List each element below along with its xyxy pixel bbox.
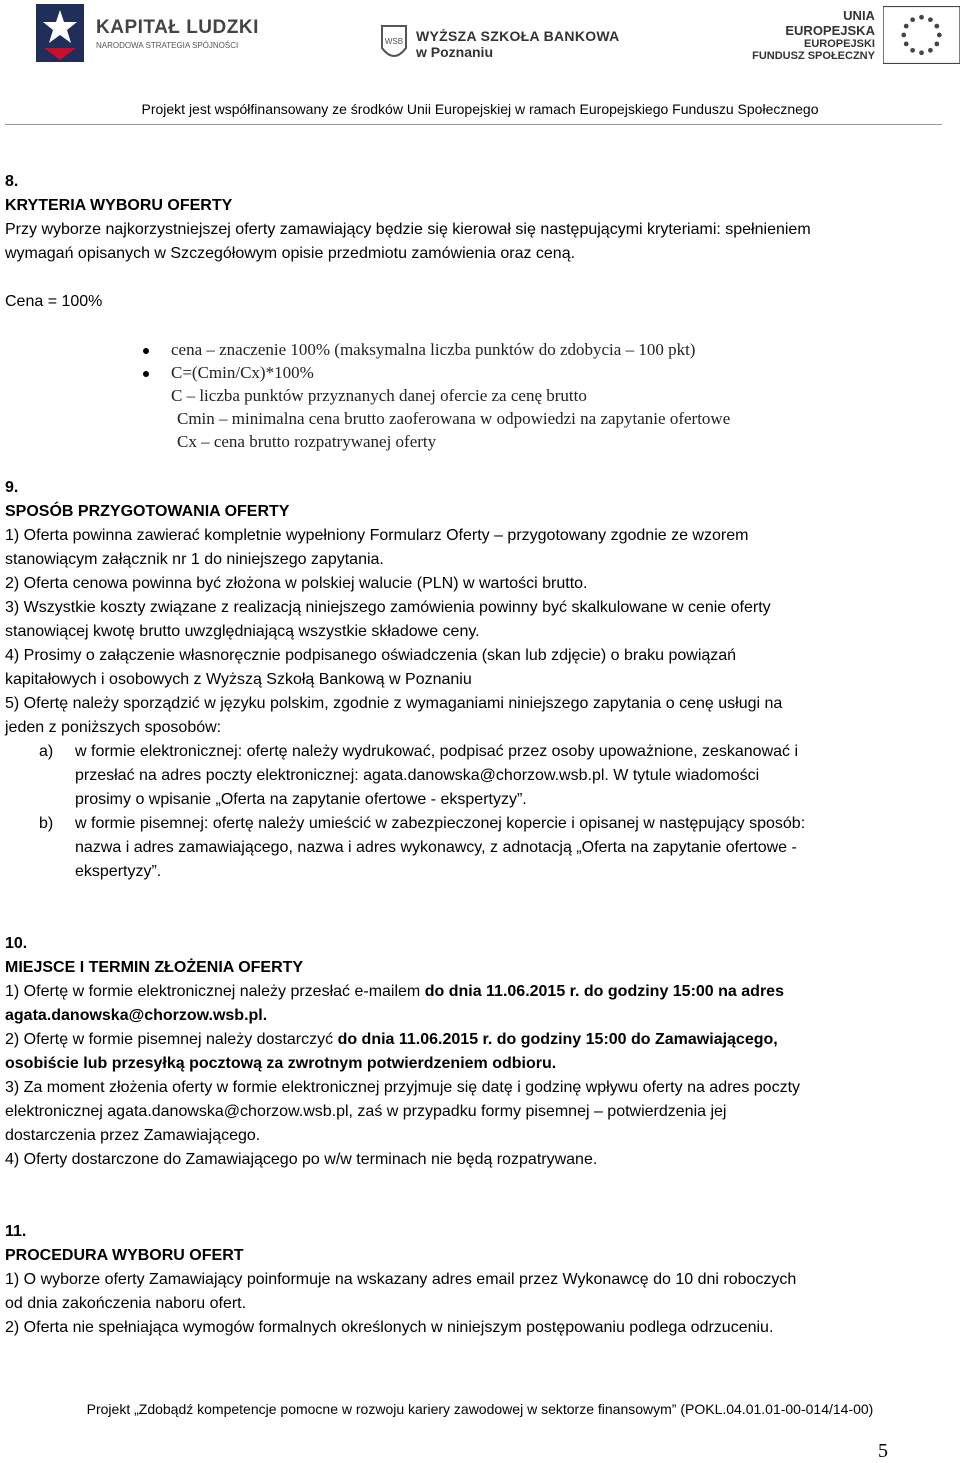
section-9-line-5: stanowiącej kwotę brutto uwzględniającą wszystkie składowe ceny. [5, 623, 480, 640]
section-10-line-3 [5, 1030, 778, 1050]
paper-deadline: do dnia 11.06.2015 r. do godziny 15:00 do Zamawiającego, [337, 1031, 778, 1048]
section-10-line-1 [5, 982, 784, 1002]
section-9-line-3: 2) Oferta cenowa powinna być złożona w polskiej walucie (PLN) w wartości brutto. [5, 575, 588, 592]
option-a-line-1: w formie elektronicznej: ofertę należy wydrukować, podpisać przez osoby upoważnione, zeskanować i [75, 743, 799, 760]
section-9-line-1: 1) Oferta powinna zawierać kompletnie wypełniony Formularz Oferty – przygotowany zgodnie ze wzorem [5, 527, 749, 544]
section-9-line-2: stanowiącym załącznik nr 1 do niniejszego zapytania. [5, 551, 384, 568]
submission-email: agata.danowska@chorzow.wsb.pl. [5, 1007, 268, 1024]
kapital-ludzki-title: KAPITAŁ LUDZKI [96, 16, 259, 38]
section-10-number: 10. [5, 935, 28, 952]
section-10-line-8: 4) Oferty dostarczone do Zamawiającego po w/w terminach nie będą rozpatrywane. [5, 1151, 598, 1168]
eu-flag-icon [883, 6, 960, 64]
section-9-line-8: 5) Ofertę należy sporządzić w języku polskim, zgodnie z wymaganiami niniejszego zapytania o cenę usługi na [5, 695, 783, 712]
project-footer: Projekt „Zdobądź kompetencje pomocne w rozwoju kariery zawodowej w sektorze finansowym” (POKL.04.01.01-00-014/14-00) [86, 1401, 874, 1417]
section-10-line-6: elektronicznej agata.danowska@chorzow.wsb.pl, zaś w przypadku formy pisemnej – potwierdzenia jej [5, 1103, 727, 1120]
wsb-crest-icon [380, 24, 408, 64]
section-9-line-6: 4) Prosimy o załączenie własnoręcznie podpisanego oświadczenia (skan lub zdjęcie) o braku powiązań [5, 647, 737, 664]
option-b-line-1: w formie pisemnej: ofertę należy umieścić w zabezpieczonej kopercie i opisanej w następujący sposób: [75, 815, 806, 832]
header-divider [5, 124, 942, 125]
electronic-deadline: do dnia 11.06.2015 r. do godziny 15:00 na adres [424, 983, 784, 1000]
kapital-ludzki-subtitle: NARODOWA STRATEGIA SPÓJNOŚCI [96, 40, 239, 50]
section-8-paragraph-line-2: wymagań opisanych w Szczegółowym opisie przedmiotu zamówienia oraz ceną. [5, 245, 576, 262]
formula-legend-c: C – liczba punktów przyznanych danej ofercie za cenę brutto [171, 386, 587, 405]
eu-logo [752, 6, 960, 64]
formula-legend-cmin: Cmin – minimalna cena brutto zaoferowana w odpowiedzi na zapytanie ofertowe [177, 409, 731, 428]
option-b-line-3: ekspertyzy”. [75, 863, 162, 880]
section-8-paragraph-line-1: Przy wyborze najkorzystniejszej oferty zamawiający będzie się kierował się następującymi kryteriami: spełnieniem [5, 221, 811, 238]
section-11-number: 11. [5, 1223, 27, 1240]
price-weight: Cena = 100% [5, 293, 103, 310]
option-a-line-2: przesłać na adres poczty elektronicznej: agata.danowska@chorzow.wsb.pl. W tytule wiadomości [75, 767, 760, 784]
section-11-line-3: 2) Oferta nie spełniająca wymogów formalnych określonych w niniejszym postępowaniu podlega odrzuceniu. [5, 1319, 774, 1336]
wsb-crest-label: WSB [384, 37, 404, 46]
bullet-dot-icon [143, 348, 149, 354]
electronic-submission-text: 1) Ofertę w formie elektronicznej należy przesłać e-mailem [5, 983, 425, 1000]
wsb-subtitle: w Poznaniu [416, 44, 493, 60]
criteria-bullet-2: C=(Cmin/Cx)*100% [171, 363, 314, 382]
section-9-title: SPOSÓB PRZYGOTOWANIA OFERTY [5, 503, 290, 520]
section-9-number: 9. [5, 479, 19, 496]
section-8-number: 8. [5, 173, 19, 190]
criteria-bullet-1: cena – znaczenie 100% (maksymalna liczba punktów do zdobycia – 100 pkt) [171, 340, 696, 359]
section-11-line-1: 1) O wyborze oferty Zamawiający poinformuje na wskazany adres email przez Wykonawcę do 10 dni roboczych [5, 1271, 797, 1288]
wsb-title: WYŻSZA SZKOŁA BANKOWA [416, 28, 620, 44]
section-11-line-2: od dnia zakończenia naboru ofert. [5, 1295, 247, 1312]
list-marker-b: b) [39, 815, 54, 832]
cofinancing-note: Projekt jest współfinansowany ze środków Unii Europejskiej w ramach Europejskiego Funduszu Społecznego [141, 101, 819, 117]
wsb-logo [380, 24, 620, 64]
section-9-line-9: jeden z poniższych sposobów: [5, 719, 222, 736]
delivery-method: osobiście lub przesyłką pocztową za zwrotnym potwierdzeniem odbioru. [5, 1055, 557, 1072]
section-8-title: KRYTERIA WYBORU OFERTY [5, 197, 233, 214]
paper-submission-text: 2) Ofertę w formie pisemnej należy dostarczyć [5, 1031, 338, 1048]
section-11-title: PROCEDURA WYBORU OFERT [5, 1247, 244, 1264]
option-a-line-3: prosimy o wpisanie „Oferta na zapytanie ofertowe - ekspertyzy”. [75, 791, 527, 808]
eu-subtitle-2: FUNDUSZ SPOŁECZNY [752, 50, 875, 62]
page-number: 5 [878, 1440, 888, 1462]
section-10-title: MIEJSCE I TERMIN ZŁOŻENIA OFERTY [5, 959, 304, 976]
kapital-ludzki-emblem-icon [36, 4, 84, 62]
section-9-line-7: kapitałowych i osobowych z Wyższą Szkołą Bankową w Poznaniu [5, 671, 472, 688]
page-header [0, 0, 960, 126]
list-marker-a: a) [39, 743, 54, 760]
option-b-line-2: nazwa i adres zamawiającego, nazwa i adres wykonawcy, z adnotacją „Oferta na zapytanie ofertowe - [75, 839, 797, 856]
eu-subtitle-1: EUROPEJSKI [804, 38, 875, 50]
kapital-ludzki-logo [36, 4, 259, 62]
bullet-dot-icon [143, 371, 149, 377]
formula-legend-cx: Cx – cena brutto rozpatrywanej oferty [177, 432, 437, 451]
section-10-line-7: dostarczenia przez Zamawiającego. [5, 1127, 261, 1144]
section-10-line-5: 3) Za moment złożenia oferty w formie elektronicznej przyjmuje się datę i godzinę wpływu oferty na adres poczty [5, 1079, 801, 1096]
eu-title: UNIA EUROPEJSKA [785, 8, 875, 38]
section-9-line-4: 3) Wszystkie koszty związane z realizacją niniejszego zamówienia powinny być skalkulowane w cenie oferty [5, 599, 771, 616]
